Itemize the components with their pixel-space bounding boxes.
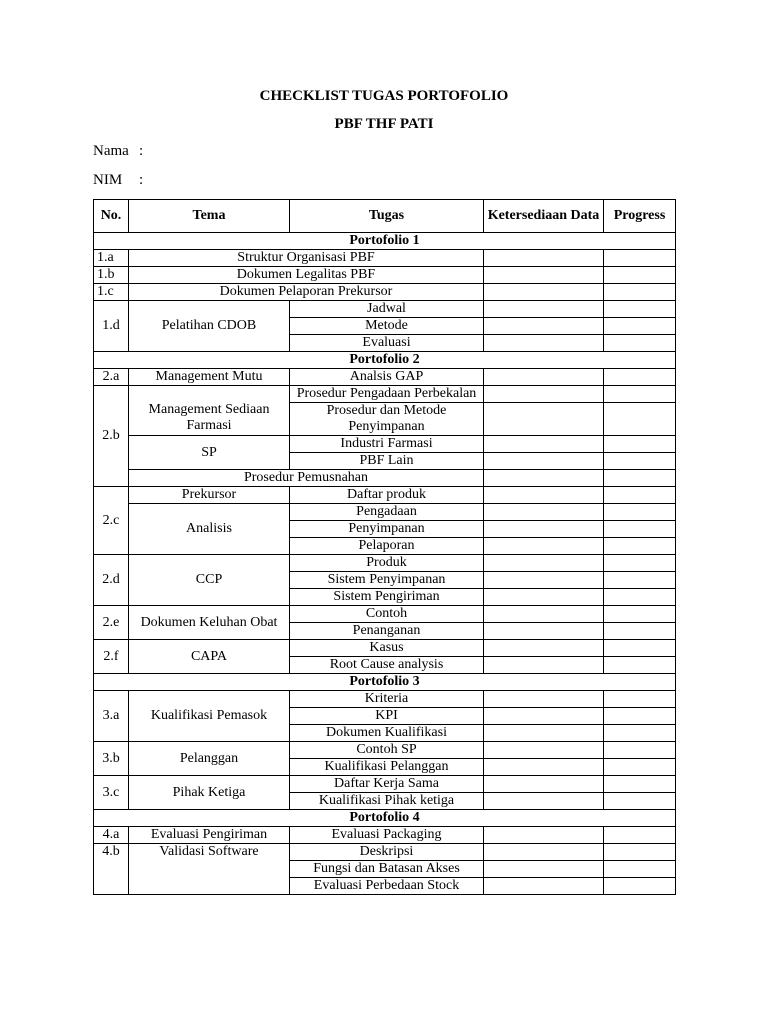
row-tugas: Daftar produk — [290, 487, 484, 504]
row-no: 2.c — [94, 487, 129, 555]
data-cell[interactable] — [484, 776, 604, 793]
data-cell[interactable] — [484, 301, 604, 318]
progress-cell[interactable] — [604, 742, 676, 759]
row-tugas: Analsis GAP — [290, 369, 484, 386]
progress-cell[interactable] — [604, 284, 676, 301]
progress-cell[interactable] — [604, 606, 676, 623]
data-cell[interactable] — [484, 284, 604, 301]
row-no: 1.d — [94, 301, 129, 352]
document-title: CHECKLIST TUGAS PORTOFOLIO — [259, 88, 509, 104]
header-progress: Progress — [604, 200, 676, 233]
data-cell[interactable] — [484, 572, 604, 589]
table-row — [94, 640, 676, 657]
row-tugas: Produk — [290, 555, 484, 572]
row-tugas: Pelaporan — [290, 538, 484, 555]
row-tugas: Kualifikasi Pelanggan — [290, 759, 484, 776]
data-cell[interactable] — [484, 335, 604, 352]
progress-cell[interactable] — [604, 555, 676, 572]
row-no: 3.a — [94, 691, 129, 742]
section-portofolio-3: Portofolio 3 — [94, 674, 676, 691]
row-tugas: Kasus — [290, 640, 484, 657]
progress-cell[interactable] — [604, 335, 676, 352]
row-tema: Management Sediaan Farmasi — [129, 386, 290, 436]
nama-field — [93, 143, 144, 160]
progress-cell[interactable] — [604, 403, 676, 436]
row-tugas: Kualifikasi Pihak ketiga — [290, 793, 484, 810]
table-row — [94, 827, 676, 844]
data-cell[interactable] — [484, 267, 604, 284]
data-cell[interactable] — [484, 521, 604, 538]
progress-cell[interactable] — [604, 453, 676, 470]
table-row — [94, 487, 676, 504]
row-no: 2.d — [94, 555, 129, 606]
progress-cell[interactable] — [604, 250, 676, 267]
table-row — [94, 691, 676, 708]
row-tugas: Penanganan — [290, 623, 484, 640]
row-tugas: Metode — [290, 318, 484, 335]
progress-cell[interactable] — [604, 470, 676, 487]
section-row — [94, 352, 676, 369]
row-tugas: Jadwal — [290, 301, 484, 318]
row-no: 4.a — [94, 827, 129, 844]
section-portofolio-1: Portofolio 1 — [94, 233, 676, 250]
progress-cell[interactable] — [604, 793, 676, 810]
row-tema: Management Mutu — [129, 369, 290, 386]
table-row — [94, 267, 676, 284]
data-cell[interactable] — [484, 470, 604, 487]
progress-cell[interactable] — [604, 878, 676, 895]
data-cell[interactable] — [484, 844, 604, 861]
progress-cell[interactable] — [604, 521, 676, 538]
table-row — [94, 386, 676, 403]
row-tema: Validasi Software — [129, 844, 290, 895]
data-cell[interactable] — [484, 708, 604, 725]
row-tema: Pelanggan — [129, 742, 290, 776]
data-cell[interactable] — [484, 725, 604, 742]
row-tema: Dokumen Keluhan Obat — [129, 606, 290, 640]
row-no: 1.a — [94, 250, 129, 267]
row-tema: Analisis — [129, 504, 290, 555]
row-tugas: Kriteria — [290, 691, 484, 708]
row-tema: Pihak Ketiga — [129, 776, 290, 810]
row-tugas: Prosedur Pengadaan Perbekalan — [290, 386, 484, 403]
row-tugas: Evaluasi Packaging — [290, 827, 484, 844]
data-cell[interactable] — [484, 793, 604, 810]
progress-cell[interactable] — [604, 861, 676, 878]
section-portofolio-4: Portofolio 4 — [94, 810, 676, 827]
table-row — [94, 250, 676, 267]
row-no: 2.a — [94, 369, 129, 386]
row-tugas: Industri Farmasi — [290, 436, 484, 453]
table-row — [94, 369, 676, 386]
data-cell[interactable] — [484, 640, 604, 657]
section-row — [94, 674, 676, 691]
data-cell[interactable] — [484, 487, 604, 504]
table-row — [94, 555, 676, 572]
data-cell[interactable] — [484, 742, 604, 759]
progress-cell[interactable] — [604, 640, 676, 657]
row-no: 1.c — [94, 284, 129, 301]
row-tema: Prekursor — [129, 487, 290, 504]
data-cell[interactable] — [484, 369, 604, 386]
row-no: 1.b — [94, 267, 129, 284]
data-cell[interactable] — [484, 657, 604, 674]
row-tugas: Fungsi dan Batasan Akses — [290, 861, 484, 878]
table-header-row — [94, 200, 676, 233]
nama-colon: : — [139, 143, 144, 159]
header-no: No. — [94, 200, 129, 233]
progress-cell[interactable] — [604, 623, 676, 640]
section-row — [94, 810, 676, 827]
document-subtitle: PBF THF PATI — [334, 116, 434, 132]
data-cell[interactable] — [484, 861, 604, 878]
progress-cell[interactable] — [604, 487, 676, 504]
row-tugas: Dokumen Pelaporan Prekursor — [129, 284, 484, 301]
table-row — [94, 776, 676, 793]
row-tugas: Struktur Organisasi PBF — [129, 250, 484, 267]
nim-field — [93, 172, 144, 189]
nama-label: Nama — [93, 143, 129, 159]
progress-cell[interactable] — [604, 267, 676, 284]
progress-cell[interactable] — [604, 759, 676, 776]
data-cell[interactable] — [484, 318, 604, 335]
table-row — [94, 606, 676, 623]
nim-label: NIM — [93, 172, 123, 188]
row-tugas: Evaluasi — [290, 335, 484, 352]
row-tugas: KPI — [290, 708, 484, 725]
row-tema: Kualifikasi Pemasok — [129, 691, 290, 742]
row-tema: CAPA — [129, 640, 290, 674]
table-row — [94, 844, 676, 861]
section-portofolio-2: Portofolio 2 — [94, 352, 676, 369]
data-cell[interactable] — [484, 436, 604, 453]
row-tugas: Evaluasi Perbedaan Stock — [290, 878, 484, 895]
data-cell[interactable] — [484, 453, 604, 470]
nim-colon: : — [139, 172, 144, 188]
row-tugas: Sistem Pengiriman — [290, 589, 484, 606]
table-row — [94, 284, 676, 301]
progress-cell[interactable] — [604, 844, 676, 861]
progress-cell[interactable] — [604, 369, 676, 386]
progress-cell[interactable] — [604, 504, 676, 521]
row-no: 2.e — [94, 606, 129, 640]
row-tugas: Deskripsi — [290, 844, 484, 861]
section-row — [94, 233, 676, 250]
data-cell[interactable] — [484, 504, 604, 521]
table-row — [94, 504, 676, 521]
data-cell[interactable] — [484, 878, 604, 895]
data-cell[interactable] — [484, 538, 604, 555]
progress-cell[interactable] — [604, 538, 676, 555]
row-no: 4.b — [94, 844, 129, 895]
row-tugas: Pengadaan — [290, 504, 484, 521]
table-row — [94, 470, 676, 487]
row-tugas: Root Cause analysis — [290, 657, 484, 674]
row-tugas: Sistem Penyimpanan — [290, 572, 484, 589]
progress-cell[interactable] — [604, 436, 676, 453]
row-tugas: Daftar Kerja Sama — [290, 776, 484, 793]
progress-cell[interactable] — [604, 572, 676, 589]
row-tugas: Dokumen Legalitas PBF — [129, 267, 484, 284]
row-tugas: PBF Lain — [290, 453, 484, 470]
progress-cell[interactable] — [604, 318, 676, 335]
progress-cell[interactable] — [604, 657, 676, 674]
data-cell[interactable] — [484, 691, 604, 708]
progress-cell[interactable] — [604, 301, 676, 318]
row-no: 2.b — [94, 386, 129, 487]
progress-cell[interactable] — [604, 386, 676, 403]
progress-cell[interactable] — [604, 691, 676, 708]
row-tema: SP — [129, 436, 290, 470]
row-no: 3.b — [94, 742, 129, 776]
row-tugas: Prosedur Pemusnahan — [129, 470, 484, 487]
row-tema: CCP — [129, 555, 290, 606]
checklist-table — [93, 199, 676, 895]
progress-cell[interactable] — [604, 776, 676, 793]
progress-cell[interactable] — [604, 827, 676, 844]
table-row — [94, 436, 676, 453]
progress-cell[interactable] — [604, 708, 676, 725]
row-tugas: Contoh SP — [290, 742, 484, 759]
row-tugas: Penyimpanan — [290, 521, 484, 538]
progress-cell[interactable] — [604, 589, 676, 606]
progress-cell[interactable] — [604, 725, 676, 742]
row-no: 2.f — [94, 640, 129, 674]
header-tugas: Tugas — [290, 200, 484, 233]
row-tugas: Prosedur dan Metode Penyimpanan — [290, 403, 484, 436]
row-tugas: Contoh — [290, 606, 484, 623]
data-cell[interactable] — [484, 827, 604, 844]
data-cell[interactable] — [484, 403, 604, 436]
table-row — [94, 301, 676, 318]
data-cell[interactable] — [484, 759, 604, 776]
row-tema: Evaluasi Pengiriman — [129, 827, 290, 844]
header-ketersediaan-data: Ketersediaan Data — [484, 200, 604, 233]
data-cell[interactable] — [484, 250, 604, 267]
row-no: 3.c — [94, 776, 129, 810]
data-cell[interactable] — [484, 386, 604, 403]
data-cell[interactable] — [484, 589, 604, 606]
row-tugas: Dokumen Kualifikasi — [290, 725, 484, 742]
data-cell[interactable] — [484, 606, 604, 623]
table-row — [94, 742, 676, 759]
row-tema: Pelatihan CDOB — [129, 301, 290, 352]
data-cell[interactable] — [484, 623, 604, 640]
header-tema: Tema — [129, 200, 290, 233]
data-cell[interactable] — [484, 555, 604, 572]
